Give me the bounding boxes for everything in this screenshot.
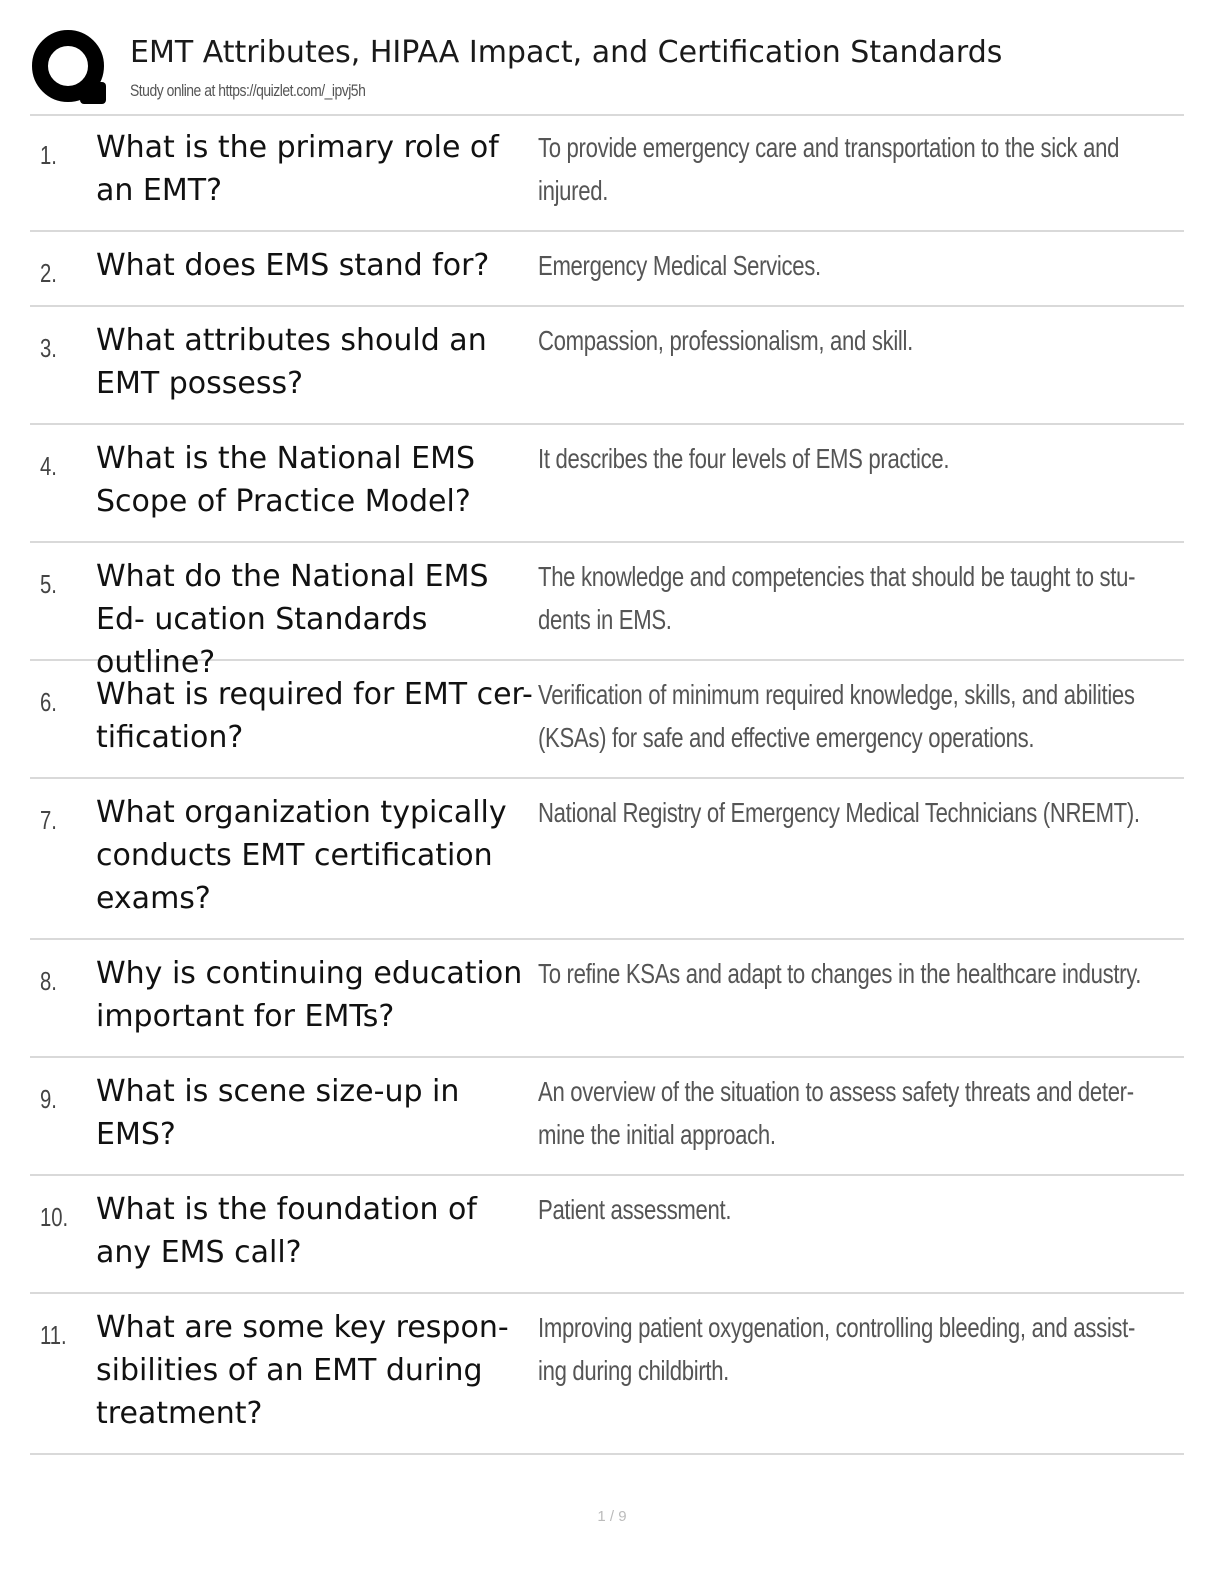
- card-term: What is the foundation of any EMS call?: [96, 1192, 477, 1270]
- page-title: EMT Attributes, HIPAA Impact, and Certification Standards: [130, 35, 1003, 70]
- card-number: 1.: [40, 140, 57, 170]
- card-definition: To provide emergency care and transportation to the sick and injured.: [538, 132, 1120, 206]
- flashcard-list: [30, 114, 1184, 1455]
- card-term: What is required for EMT cer- tification?: [96, 677, 533, 755]
- card-term: What is scene size-up in EMS?: [96, 1074, 460, 1152]
- card-definition: Patient assessment.: [538, 1194, 732, 1225]
- card-definition: Verification of minimum required knowledge, skills, and abilities (KSAs) for safe and effective emergency operations.: [538, 679, 1135, 753]
- document-header: [30, 28, 1184, 116]
- flashcard-row: [30, 1294, 1184, 1455]
- card-number: 10.: [40, 1202, 69, 1232]
- card-term: What are some key respon- sibilities of an EMT during treatment?: [96, 1310, 509, 1431]
- card-term: What organization typically conducts EMT certification exams?: [96, 795, 507, 916]
- card-number: 7.: [40, 805, 57, 835]
- flashcard-row: [30, 114, 1184, 232]
- card-term: What attributes should an EMT possess?: [96, 323, 487, 401]
- quizlet-logo-icon: [30, 28, 110, 108]
- card-number: 11.: [40, 1320, 67, 1350]
- card-definition: Compassion, professionalism, and skill.: [538, 325, 913, 356]
- flashcard-row: [30, 1058, 1184, 1176]
- flashcard-row: [30, 543, 1184, 680]
- card-definition: National Registry of Emergency Medical Technicians (NREMT).: [538, 797, 1140, 828]
- card-definition: Emergency Medical Services.: [538, 250, 821, 281]
- flashcard-row: [30, 779, 1184, 940]
- card-definition: Improving patient oxygenation, controlling bleeding, and assist- ing during childbirth.: [538, 1312, 1136, 1386]
- card-number: 9.: [40, 1084, 57, 1114]
- card-number: 4.: [40, 451, 57, 481]
- card-definition: An overview of the situation to assess safety threats and deter- mine the initial approach.: [538, 1076, 1134, 1150]
- card-term: What does EMS stand for?: [96, 248, 490, 283]
- study-online-link[interactable]: Study online at https://quizlet.com/_ipvj5h: [130, 81, 366, 100]
- flashcard-row: [30, 232, 1184, 307]
- flashcard-row: [30, 307, 1184, 425]
- card-definition: To refine KSAs and adapt to changes in the healthcare industry.: [538, 958, 1142, 989]
- card-number: 8.: [40, 966, 57, 996]
- flashcard-row: [30, 661, 1184, 779]
- card-term: What is the primary role of an EMT?: [96, 130, 499, 208]
- flashcard-row: [30, 1176, 1184, 1294]
- card-number: 2.: [40, 258, 57, 288]
- card-number: 6.: [40, 687, 57, 717]
- flashcard-row: [30, 940, 1184, 1058]
- card-term: What is the National EMS Scope of Practice Model?: [96, 441, 476, 519]
- card-definition: The knowledge and competencies that should be taught to stu- dents in EMS.: [538, 561, 1136, 635]
- flashcard-row: [30, 425, 1184, 543]
- card-definition: It describes the four levels of EMS practice.: [538, 443, 950, 474]
- card-term: Why is continuing education important for EMTs?: [96, 956, 523, 1034]
- page-number: 1 / 9: [597, 1508, 627, 1525]
- card-number: 3.: [40, 333, 57, 363]
- card-number: 5.: [40, 569, 57, 599]
- card-term: What do the National EMS Ed- ucation Standards outline?: [96, 559, 489, 680]
